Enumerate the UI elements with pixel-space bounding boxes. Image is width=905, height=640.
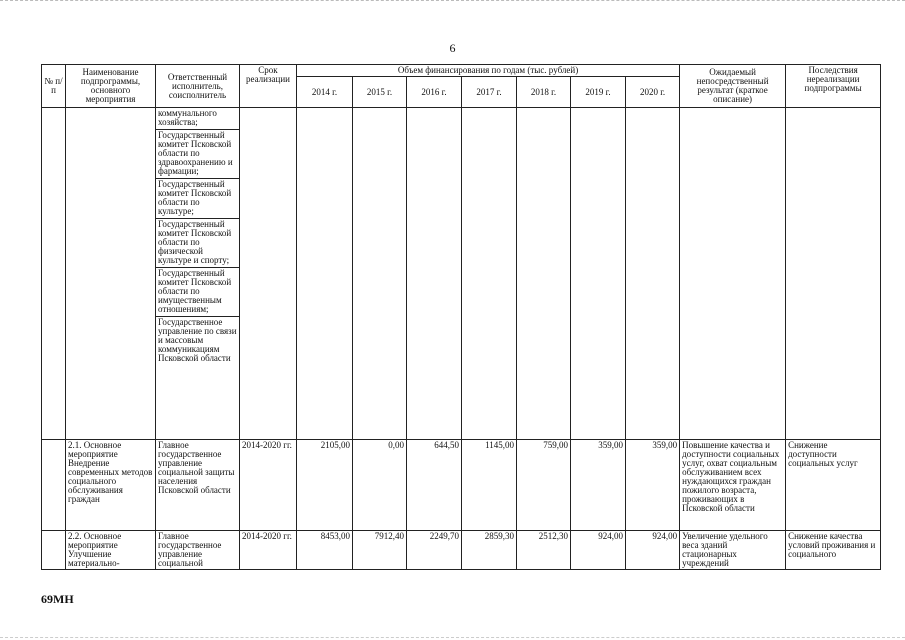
- cell-executor: Главное государственное управление социальной: [156, 531, 240, 570]
- cell-value-2017: 2859,30: [462, 531, 517, 570]
- cell-executor: Главное государственное управление социальной защиты населения Псковской области: [156, 440, 240, 531]
- cell-consequence: Снижение доступности социальных услуг: [786, 440, 881, 531]
- cell-value-2016: 2249,70: [407, 531, 462, 570]
- cell-value: [517, 108, 571, 440]
- header-year-2020: 2020 г.: [626, 77, 680, 108]
- cell-term: 2014-2020 гг.: [240, 531, 297, 570]
- cell-num: [42, 531, 66, 570]
- executor-item: Государственный комитет Псковской области по здравоохранению и фармации;: [156, 130, 239, 179]
- cell-result: Увеличение удельного веса зданий стационарных учреждений: [680, 531, 786, 570]
- executor-item: Государственный комитет Псковской области по имущественным отношениям;: [156, 268, 239, 317]
- cell-value-2015: 7912,40: [353, 531, 407, 570]
- header-num: № п/п: [42, 65, 66, 108]
- cell-num: [42, 440, 66, 531]
- cell-result: [680, 108, 786, 440]
- executor-item: Государственный комитет Псковской области по культуре;: [156, 179, 239, 219]
- table-row: [42, 531, 881, 570]
- cell-value-2016: 644,50: [407, 440, 462, 531]
- cell-consequence: Снижение качества условий проживания и социального: [786, 531, 881, 570]
- cell-term: 2014-2020 гг.: [240, 440, 297, 531]
- cell-executor-list: [156, 108, 240, 440]
- cell-value: [571, 108, 626, 440]
- header-consequence: Последствия нереализации подпрограммы: [786, 65, 881, 108]
- cell-value-2018: 759,00: [517, 440, 571, 531]
- cell-value: [462, 108, 517, 440]
- cell-value-2019: 359,00: [571, 440, 626, 531]
- cell-value-2017: 1145,00: [462, 440, 517, 531]
- cell-name: 2.2. Основное мероприятие Улучшение материально-: [66, 531, 156, 570]
- header-year-2015: 2015 г.: [353, 77, 407, 108]
- executor-item: Государственное управление по связи и массовым коммуникациям Псковской области: [158, 317, 237, 363]
- header-result: Ожидаемый непосредственный результат (краткое описание): [680, 65, 786, 108]
- header-row-1: [42, 65, 881, 77]
- scan-edge-bottom: [0, 637, 905, 639]
- executor-item: коммунального хозяйства;: [156, 108, 239, 130]
- header-year-2017: 2017 г.: [462, 77, 517, 108]
- table-row-continuation: [42, 108, 881, 440]
- table-row: [42, 440, 881, 531]
- page-number: 6: [449, 41, 456, 55]
- header-year-2018: 2018 г.: [517, 77, 571, 108]
- header-year-2014: 2014 г.: [297, 77, 353, 108]
- header-term: Срок реализации: [240, 65, 297, 108]
- cell-value: [297, 108, 353, 440]
- cell-name: [66, 108, 156, 440]
- cell-value-2014: 8453,00: [297, 531, 353, 570]
- cell-value-2020: 359,00: [626, 440, 680, 531]
- financing-table: [41, 64, 881, 570]
- cell-value: [407, 108, 462, 440]
- cell-value-2018: 2512,30: [517, 531, 571, 570]
- cell-term: [240, 108, 297, 440]
- cell-value: [626, 108, 680, 440]
- scan-edge-top: [0, 0, 905, 3]
- footer-code: 69МН: [41, 592, 74, 606]
- header-year-2016: 2016 г.: [407, 77, 462, 108]
- header-year-2019: 2019 г.: [571, 77, 626, 108]
- header-name: Наименование подпрограммы, основного мероприятия: [66, 65, 156, 108]
- cell-value-2019: 924,00: [571, 531, 626, 570]
- cell-result: Повышение качества и доступности социальных услуг, охват социальным обслуживанием всех нуждающихся граждан пожилого возраста, проживающих в Псковской области: [680, 440, 786, 531]
- cell-value-2015: 0,00: [353, 440, 407, 531]
- cell-num: [42, 108, 66, 440]
- header-financing: Объем финансирования по годам (тыс. рублей): [297, 65, 680, 77]
- cell-name: 2.1. Основное мероприятие Внедрение современных методов социального обслуживания граждан: [66, 440, 156, 531]
- cell-consequence: [786, 108, 881, 440]
- cell-value-2014: 2105,00: [297, 440, 353, 531]
- executor-item: Государственный комитет Псковской области по физической культуре и спорту;: [156, 219, 239, 268]
- cell-value-2020: 924,00: [626, 531, 680, 570]
- cell-value: [353, 108, 407, 440]
- header-executor: Ответственный исполнитель, соисполнитель: [156, 65, 240, 108]
